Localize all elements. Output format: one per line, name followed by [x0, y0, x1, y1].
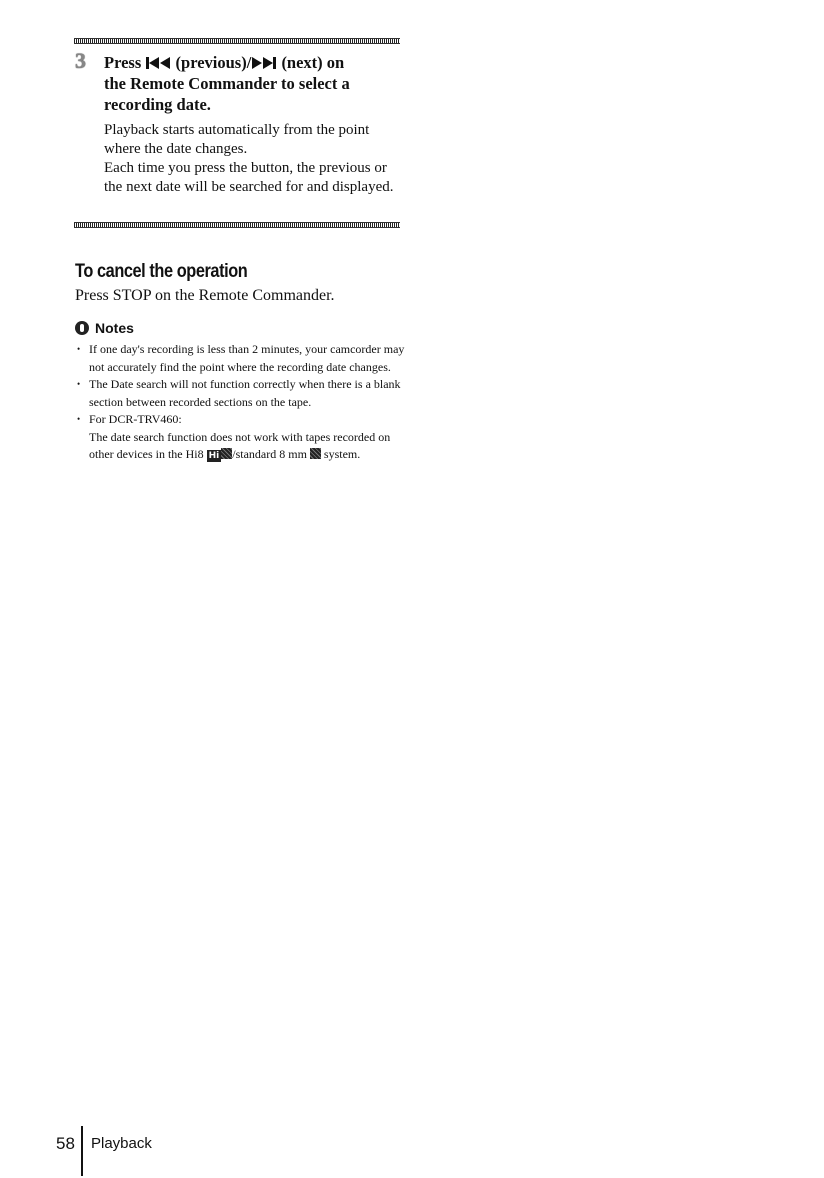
step-title-line2: the Remote Commander to select a [104, 74, 350, 93]
step-body [104, 121, 404, 197]
cancel-heading: To cancel the operation [75, 261, 248, 282]
notes-list [77, 341, 407, 464]
notes-heading-row [75, 320, 134, 336]
note-item: • If one day's recording is less than 2 minutes, your camcorder may not accurately find the point where the recording date changes. [77, 341, 407, 376]
cancel-text: Press STOP on the Remote Commander. [75, 287, 335, 304]
note-item-3-part2: /standard 8 mm [232, 447, 307, 461]
step-body-paragraph: Each time you press the button, the previous or the next date will be searched for and displayed. [104, 160, 394, 195]
step-body-paragraph: Playback starts automatically from the point where the date changes. [104, 122, 370, 157]
standard-8mm-format-icon [310, 448, 321, 459]
hi8-logo-chip: Hi [208, 451, 220, 461]
notes-heading: Notes [95, 320, 134, 336]
caution-icon [75, 321, 89, 335]
step-title-part2: (previous)/ [175, 53, 252, 72]
skip-next-icon [251, 57, 277, 69]
hi8-format-icon [221, 448, 232, 459]
step-title-part1: Press [104, 53, 142, 72]
footer-divider [81, 1126, 83, 1176]
note-item-3-part3: system. [323, 447, 361, 461]
step-title [104, 52, 404, 115]
top-divider [74, 38, 400, 44]
section-label: Playback [91, 1135, 152, 1152]
note-item-3-part1: The date search function does not work with tapes recorded on other devices in the Hi8 [89, 429, 391, 461]
step-number: 3 [75, 48, 86, 73]
note-item: • The Date search will not function correctly when there is a blank section between recorded sections on the tape. [77, 376, 407, 411]
note-item [77, 411, 407, 464]
skip-previous-icon [145, 57, 171, 69]
page-number: 58 [56, 1134, 75, 1153]
step-title-part3: (next) on [281, 53, 345, 72]
bottom-divider [74, 222, 400, 228]
step-title-line3: recording date. [104, 95, 211, 114]
note-item-3-title: For DCR-TRV460: [89, 412, 182, 426]
